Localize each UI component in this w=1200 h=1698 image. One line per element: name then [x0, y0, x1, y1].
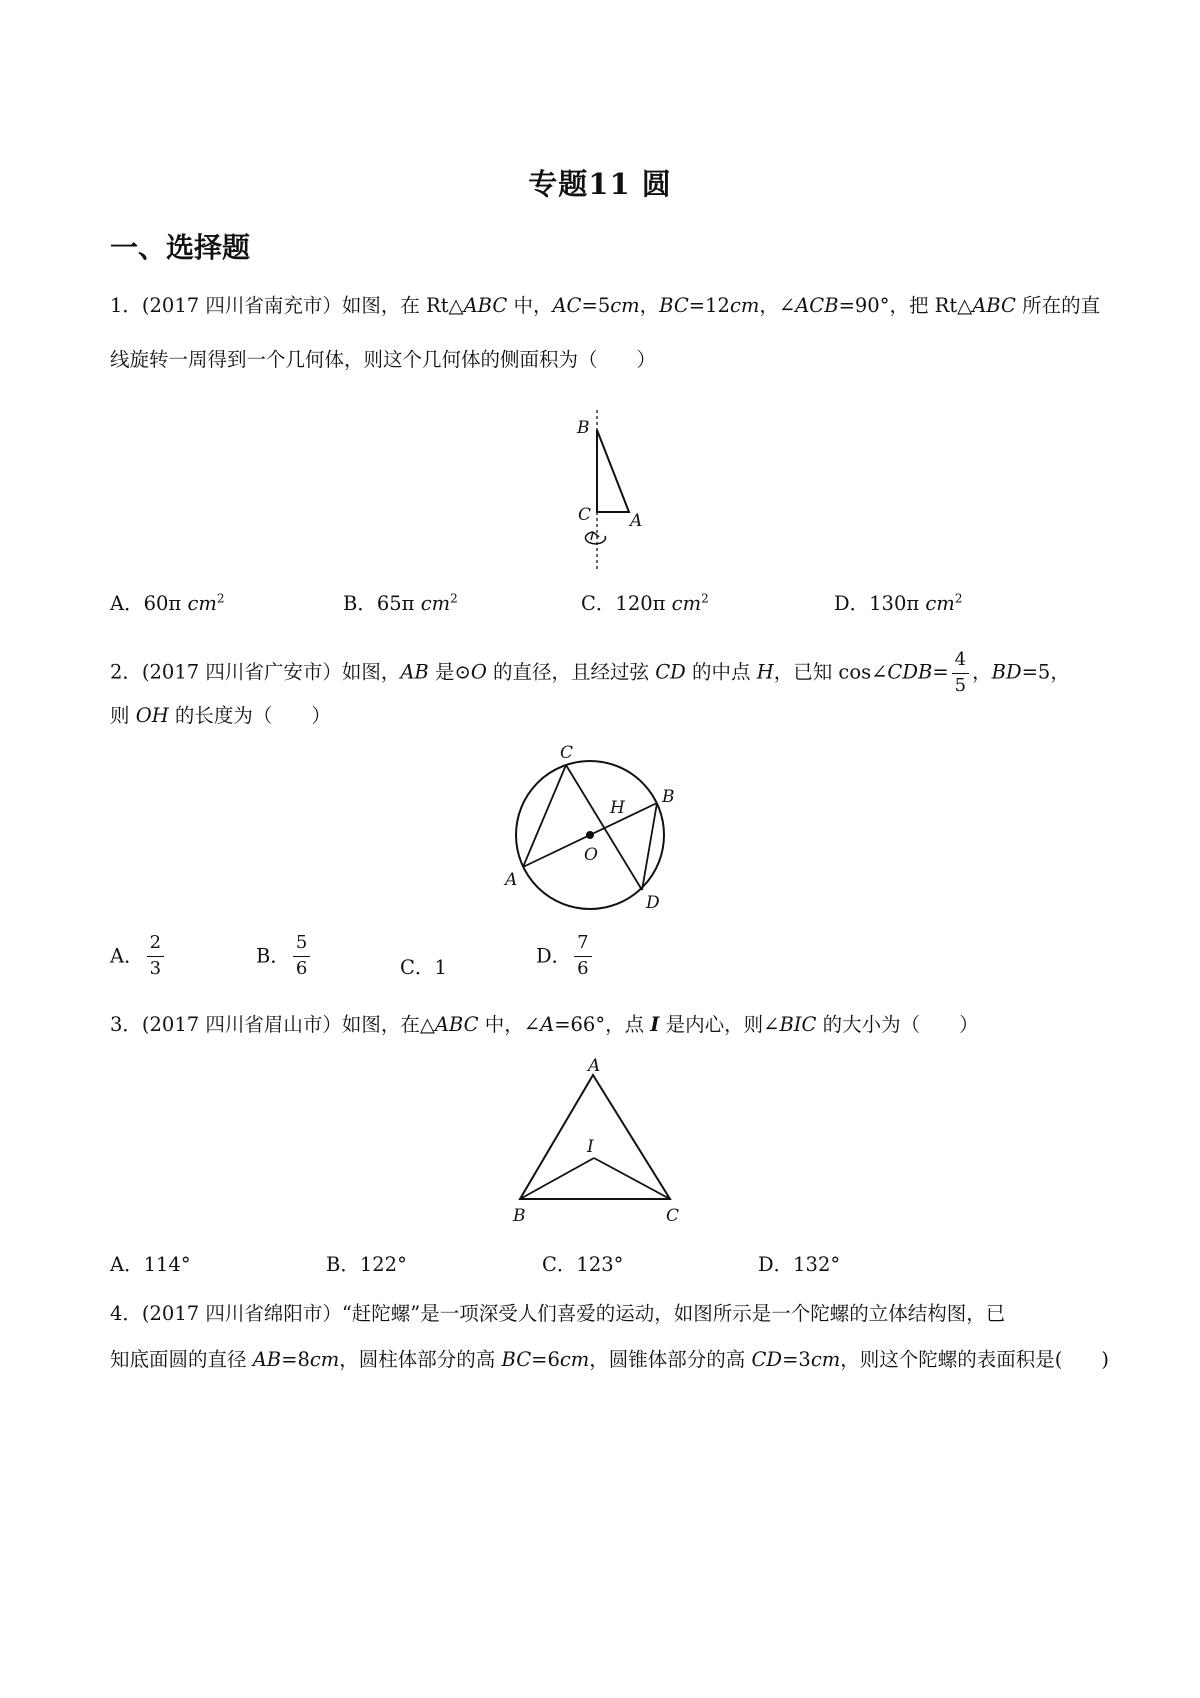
- q2-label-b: B: [662, 787, 675, 807]
- q1-option-b: B．65π $cm^2$: [343, 591, 458, 615]
- q3-option-c: C．123°: [542, 1253, 624, 1276]
- q3-option-d: D．132°: [758, 1253, 841, 1276]
- q1-figure: [560, 410, 660, 570]
- q2-figure: [500, 740, 700, 915]
- q2-option-b: B． $\frac{5}{6}$: [256, 933, 313, 979]
- q3-label-c: C: [666, 1206, 680, 1226]
- q2-line2: 则 OH 的长度为（ ）: [110, 704, 331, 727]
- q2-option-d: D． $\frac{7}{6}$: [536, 933, 595, 979]
- q4-line1: 4．(2017 四川省绵阳市）“赶陀螺”是一项深受人们喜爱的运动，如图所示是一个陀螺的立体结构图，已: [110, 1302, 1006, 1325]
- q2-label-a: A: [505, 870, 518, 890]
- q1-line2: 线旋转一周得到一个几何体，则这个几何体的侧面积为（ ）: [110, 348, 657, 371]
- q1-option-c: C．120π $cm^2$: [581, 591, 709, 615]
- q3-figure: [500, 1058, 700, 1228]
- q1-triangle: [597, 430, 629, 512]
- q3-line1: 3．(2017 四川省眉山市）如图，在△ABC 中，∠A=66°，点 I 是内心，则∠BIC 的大小为（ ）: [110, 1013, 979, 1036]
- q4-line2: 知底面圆的直径 AB=8cm，圆柱体部分的高 BC=6cm，圆锥体部分的高 CD=3cm，则这个陀螺的表面积是( ): [110, 1348, 1109, 1371]
- q3-triangle: [520, 1075, 670, 1199]
- q1-option-a: A．60π $cm^2$: [110, 591, 225, 615]
- q2-label-d: D: [646, 893, 660, 913]
- q2-option-c: C．1: [400, 956, 447, 979]
- q2-label-c: C: [560, 743, 574, 763]
- q1-option-d: D．130π $cm^2$: [834, 591, 963, 615]
- q2-cos-fraction: $\frac{4}{5}$: [952, 650, 969, 696]
- q2-chord-bd: [642, 803, 657, 890]
- q2-option-a: A． $\frac{2}{3}$: [110, 933, 167, 979]
- q2-chord-cd: [566, 765, 642, 890]
- q3-option-b: B．122°: [326, 1253, 407, 1276]
- q2-label-h: H: [610, 798, 625, 818]
- q2-label-o: O: [584, 845, 598, 865]
- q1-label-a: A: [630, 511, 643, 531]
- q2-chord-ca: [523, 765, 566, 867]
- q3-option-a: A．114°: [110, 1253, 191, 1276]
- q1-line1: 1．(2017 四川省南充市）如图，在 Rt△ABC 中，AC=5cm，BC=12cm，∠ACB=90°，把 Rt△ABC 所在的直: [110, 294, 1101, 317]
- page-title: 专题11 圆: [528, 167, 672, 201]
- q2-line1: 2．(2017 四川省广安市）如图，AB 是⊙O 的直径，且经过弦 CD 的中点 H，已知 cos∠CDB= $\frac{4}{5}$ ，BD=5，: [110, 649, 1070, 696]
- q3-label-a: A: [588, 1058, 601, 1076]
- q3-label-b: B: [513, 1206, 526, 1226]
- q3-segment-ci: [594, 1158, 670, 1199]
- q2-center-dot: [586, 831, 594, 839]
- section-heading: 一、选择题: [110, 231, 251, 264]
- q1-label-b: B: [577, 418, 590, 438]
- q3-label-i: I: [587, 1137, 594, 1157]
- q1-label-c: C: [578, 505, 592, 525]
